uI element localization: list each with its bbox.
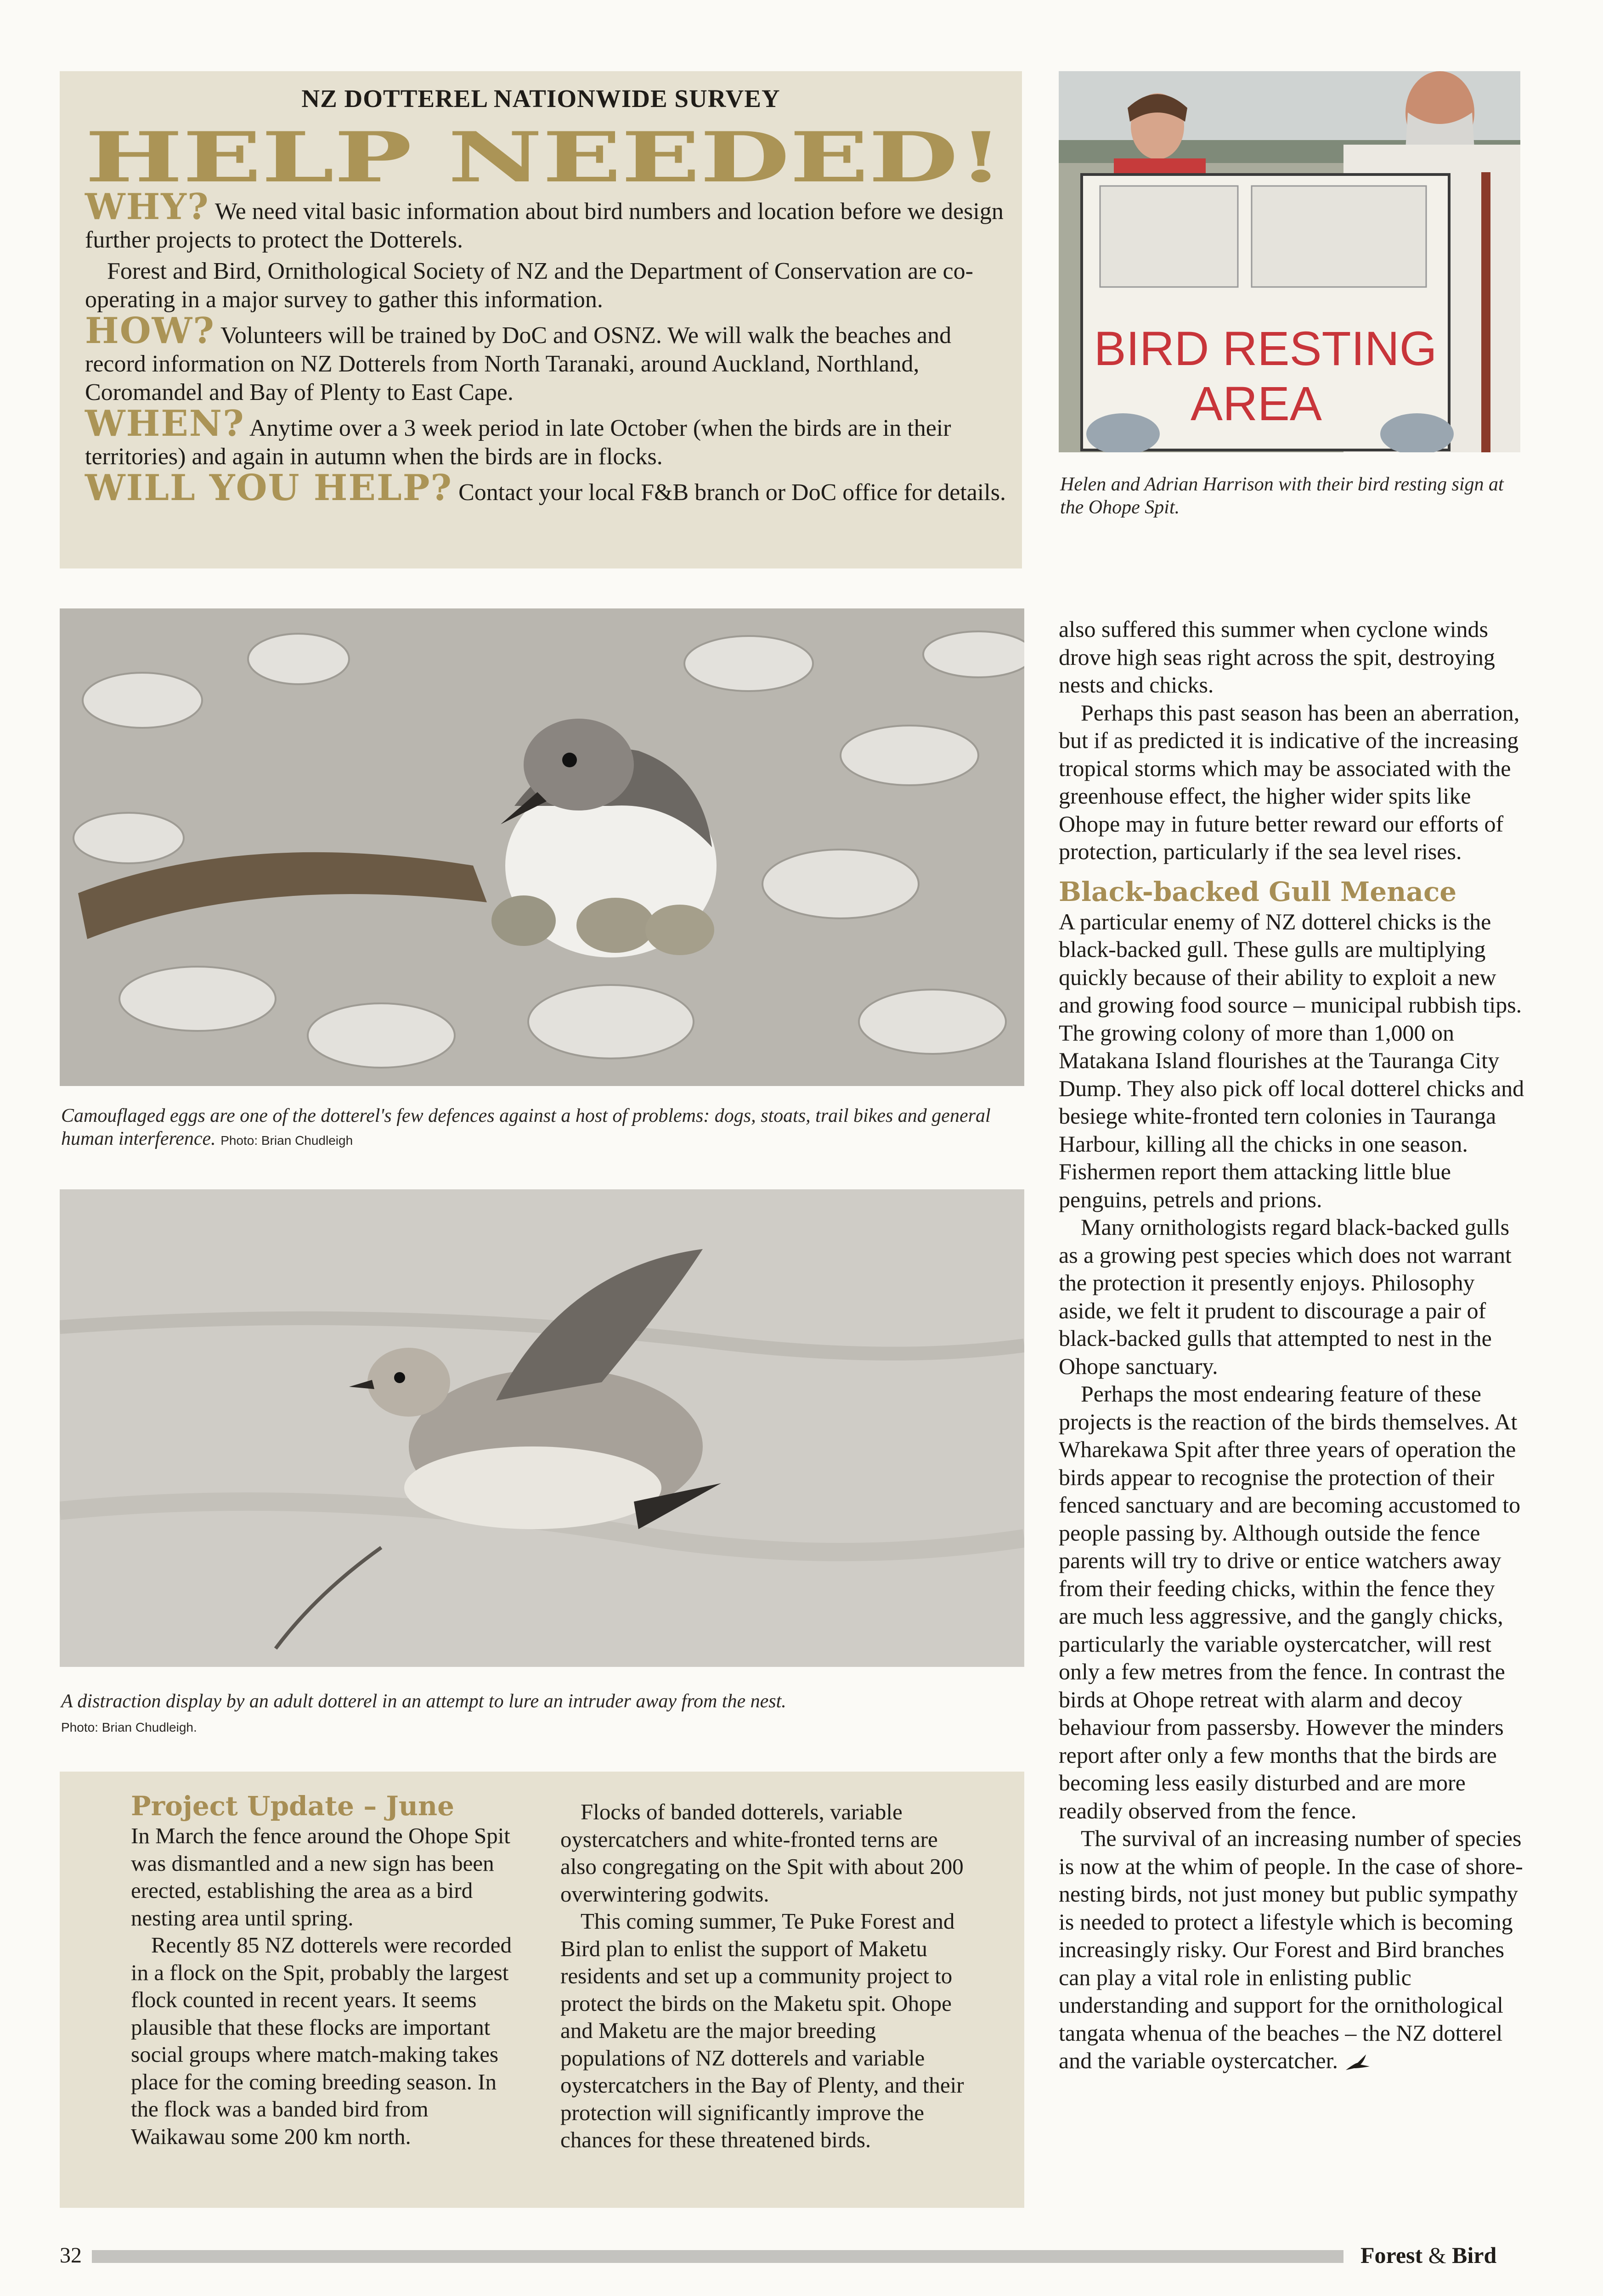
eggs-credit: Photo: Brian Chudleigh [220,1133,353,1148]
survey-headline-text: HELP NEEDED! [85,122,1004,195]
gull-heading: Black-backed Gull Menace [1059,876,1457,907]
bird-end-icon [1344,2053,1372,2073]
survey-why [85,186,1008,254]
update-p4: This coming summer, Te Puke Forest and Bird plan to enlist the support of Maketu residents and set up a community project to protect the birds on the Maketu spit. Ohope and Maketu are the major breeding populations of NZ dotterels and variable oystercatchers in the Bay of Plenty, and their protection will significantly improve the chances for these threatened birds. [560,1908,964,2152]
right-p1: also suffered this summer when cyclone winds drove high seas right across the spit, destroying nests and chicks. [1059,616,1495,698]
survey-kicker: NZ DOTTEREL NATIONWIDE SURVEY [301,84,780,113]
harrison-caption: Helen and Adrian Harrison with their bird resting sign at the Ohope Spit. [1060,474,1504,518]
survey-body [85,186,1008,510]
magazine-ampersand: & [1428,2242,1446,2268]
sign-line-1: BIRD RESTING [1094,322,1437,376]
harrison-photo [1059,71,1520,452]
why-text: We need vital basic information about bird numbers and location before we design further projects to protect the Dotterels. [85,198,1004,253]
right-column [1059,615,1527,2075]
eggs-caption [61,1104,1021,1152]
magazine-name [1360,2242,1496,2268]
distraction-photo [60,1189,1024,1667]
survey-when [85,403,1008,471]
right-p5: Perhaps the most endearing feature of these projects is the reaction of the birds themselves. At Wharekawa Spit after three years of operation the birds appear to recognise the protection of their fenced sanctuary and are becoming accustomed to people passing by. Although outside the fence parents will try to drive or entice watchers away from their feeding chicks, within the fence they are much less aggressive, and the gangly chicks, particularly the variable oystercatcher, will rest only a few metres from the fence. In contrast the birds at Ohope retreat with alarm and decoy behaviour from passersby. However the minders report after only a few months that the birds are becoming less easily disturbed and are more readily observed from the fence. [1059,1381,1521,1823]
when-label: WHEN? [85,403,245,445]
project-update-box [60,1772,1024,2208]
magazine-name-b: Bird [1446,2242,1497,2268]
why-label: WHY? [85,186,209,228]
survey-why-2: Forest and Bird, Ornithological Society of NZ and the Department of Conservation are co-operating in a major survey to gather this information. [85,258,973,313]
help-label: WILL YOU HELP? [85,467,453,509]
distraction-caption: A distraction display by an adult dotterel in an attempt to lure an intruder away from the nest. [61,1691,786,1712]
update-p1: In March the fence around the Ohope Spit was dismantled and a new sign has been erected, establishing the area as a bird nesting area until spring. [131,1823,510,1930]
how-label: HOW? [85,310,215,352]
update-col-1 [131,1790,526,2150]
right-p2: Perhaps this past season has been an aberration, but if as predicted it is indicative of the increasing tropical storms which may be associated with the greenhouse effect, the higher wider spits like Ohope may in future better reward our efforts of protection, particularly if the sea level rises. [1059,699,1520,864]
survey-help [85,467,1008,509]
footer-bar [92,2250,1343,2263]
right-p3: A particular enemy of NZ dotterel chicks is the black-backed gull. These gulls are multiplying quickly because of their ability to exploit a new and growing food source – municipal rubbish tips. The growing colony of more than 1,000 on Matakana Island flourishes at the Tauranga City Dump. They also pick off local dotterel chicks and besiege white-fronted tern colonies in Tauranga Harbour, killing all the chicks in one season. Fishermen report them attacking little blue penguins, petrels and prions. [1059,908,1524,1212]
update-col-2 [560,1798,965,2154]
help-text: Contact your local F&B branch or DoC office for details. [452,479,1006,506]
right-p6-text: The survival of an increasing number of species is now at the whim of people. In the case of shore-nesting birds, not just money but public sympathy is needed to protect a lifestyle which is becoming increasingly risky. Our Forest and Bird branches can play a vital role in enlisting public understanding and support for the ornithological tangata whenua of the beaches – the NZ dotterel and the variable oystercatcher. [1059,1825,1523,2073]
survey-box [60,71,1022,568]
survey-headline [85,122,1004,195]
survey-how [85,310,1008,407]
eggs-caption-text: Camouflaged eggs are one of the dotterel's few defences against a host of problems: dogs, stoats, trail bikes and general human interference. [61,1105,991,1149]
update-p2: Recently 85 NZ dotterels were recorded in a flock on the Spit, probably the largest flock counted in recent years. It seems plausible that these flocks are important social groups where match-making takes place for the coming breeding season. In the flock was a banded bird from Waikawau some 200 km north. [131,1932,512,2149]
eggs-photo [60,608,1024,1086]
right-p4: Many ornithologists regard black-backed gulls as a growing pest species which does not warrant the protection it presently enjoys. Philosophy aside, we felt it prudent to discourage a pair of black-backed gulls that attempted to nest in the Ohope sanctuary. [1059,1214,1512,1379]
distraction-credit: Photo: Brian Chudleigh. [61,1720,197,1734]
sign-line-2: AREA [1191,377,1322,431]
magazine-name-a: Forest [1360,2242,1428,2268]
update-p3: Flocks of banded dotterels, variable oystercatchers and white-fronted terns are also congregating on the Spit with about 200 overwintering godwits. [560,1799,964,1907]
right-p6 [1059,1824,1527,2075]
page-number: 32 [60,2243,82,2268]
update-heading: Project Update – June [131,1790,455,1822]
when-text: Anytime over a 3 week period in late October (when the birds are in their territories) and again in autumn when the birds are in flocks. [85,415,951,470]
how-text: Volunteers will be trained by DoC and OSNZ. We will walk the beaches and record information on NZ Dotterels from North Taranaki, around Auckland, Northland, Coromandel and Bay of Plenty to East Cape. [85,322,952,405]
